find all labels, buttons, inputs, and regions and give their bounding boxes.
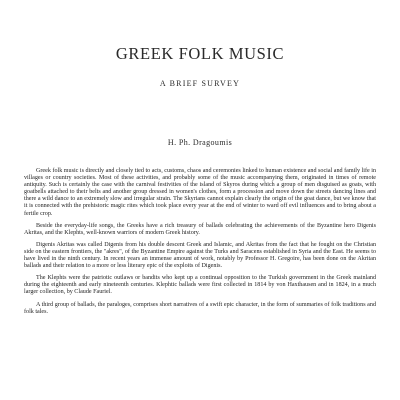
paragraph: Greek folk music is directly and closely tied to acts, customs, chaos and ceremonies linked to human existence and social and family life in villages or country societies. Most of these activities, and probably some of the music accompanying them, originated in times of remote antiquity. Such is certainly the case with the carnival festivities of the island of Skyros during which a group of men disguised as goats, with goatbells attached to their belts and another group dressed in women's clothes, form a procession and move down the streets dancing lines and there a wild dance to an extremely slow and irregular strain. The Skyrians cannot explain clearly the origin of the goat dance, but we know that it is connected with the prehistoric magic rites which took place every year at the end of winter to ward off evil influences and to bring about a fertile crop.	[24, 168, 376, 217]
paragraph: A third group of ballads, the paraloges, comprises short narratives of a swift epic character, in the form of summaries of folk traditions and folk tales.	[24, 301, 376, 315]
paragraph: The Klephts were the patriotic outlaws or bandits who kept up a continual opposition to the Turkish government in the Greek mainland during the eighteenth and early nineteenth centuries. Klephtic ballads were first collected in 1814 by von Haxthausen and in 1824, in a much larger collection, by Claude Fauriel.	[24, 275, 376, 296]
paragraph: Digenis Akritas was called Digenis from his double descent Greek and Islamic, and Akritas from the fact that he fought on the Christian side on the eastern frontiers, the "akres", of the Byzantine Empire against the Turks and Saracens established in Syria and the East. He seems to have lived in the ninth century. In recent years an immense amount of work, notably by Professor H. Gregoire, has been done on the Akritan ballads and their relation to a more or less literary epic of the exploits of Digenis.	[24, 241, 376, 270]
author-name: H. Ph. Dragoumis	[167, 138, 233, 147]
article-body	[24, 168, 376, 321]
paragraph: Beside the everyday-life songs, the Greeks have a rich treasury of ballads celebrating the achievements of the Byzantine hero Digenis Akritas, and the Klephts, well-known warriors of modern Greek history.	[24, 222, 376, 236]
page-title: GREEK FOLK MUSIC	[115, 44, 285, 63]
page-subtitle: A BRIEF SURVEY	[159, 79, 241, 88]
